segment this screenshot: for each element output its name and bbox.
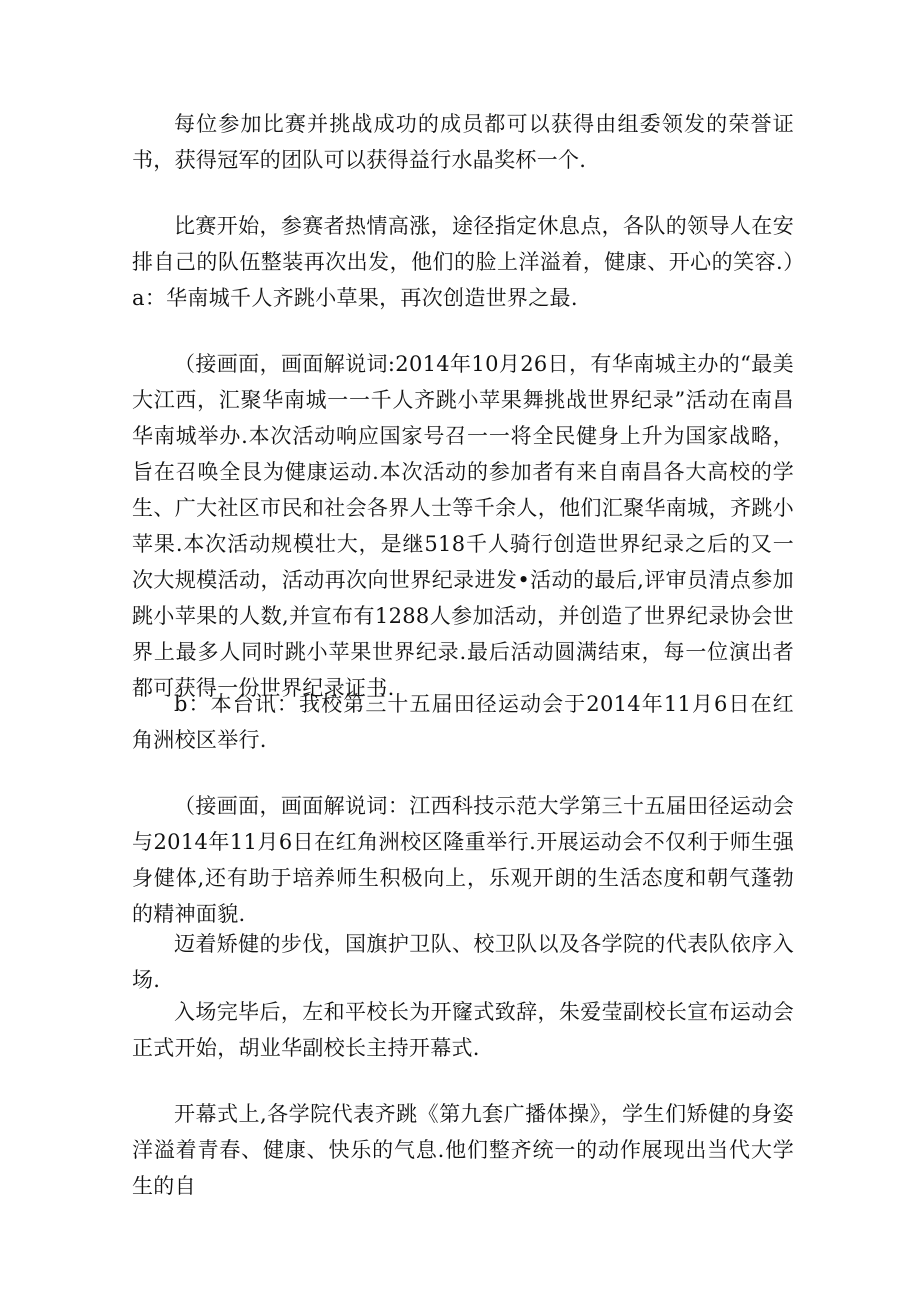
- paragraph-opening-ceremony: 开幕式上,各学院代表齐跳《第九套广播体操》，学生们矫健的身姿洋溢着青春、健康、快乐的气息.他们整齐统一的动作展现出当代大学生的自: [132, 1102, 794, 1198]
- paragraph-honor-certificate: 每位参加比赛并挑战成功的成员都可以获得由组委领发的荣誉证书，获得冠军的团队可以获得益行水晶奖杯一个.: [132, 112, 794, 172]
- paragraph-opening-speech: 入场完毕后，左和平校长为开窿式致辞，朱爱莹副校长宣布运动会正式开始，胡业华副校长主持开幕式.: [132, 1000, 794, 1060]
- paragraph-race-start: 比赛开始，参赛者热情高涨，途径指定休息点，各队的领导人在安排自己的队伍整装再次出发，他们的脸上洋溢着，健康、开心的笑容.）a：华南城千人齐跳小草果，再次创造世界之最.: [132, 214, 794, 310]
- paragraph-entrance-march: 迈着矫健的步伐，国旗护卫队、校卫队以及各学院的代表队依序入场.: [132, 932, 794, 992]
- paragraph-school-news: b：本台讯：我校第三十五届田径运动会于2014年11月6日在红角洲校区举行.: [132, 692, 794, 752]
- paragraph-huanan-city-event: （接画面，画面解说词:2014年10月26日，有华南城主办的“最美大江西，汇聚华南城一一千人齐跳小苹果舞挑战世界纪录”活动在南昌华南城举办.本次活动响应国家号召一一将全民健身上升为国家战略，旨在召唤全艮为健康运动.本次活动的参加者有来自南昌各大高校的学生、广大社区市民和社会各界人士等千余人，他们汇聚华南城，齐跳小苹果.本次活动规模壮大，是继518千人骑行创造世界纪录之后的又一次大规模活动，活动再次向世界纪录进发•活动的最后,评审员清点参加跳小苹果的人数,并宣布有1288人参加活动，并创造了世界纪录协会世界上最多人同时跳小苹果世界纪录.最后活动圆满结束，每一位演出者都可获得一份世界纪录证书.: [132, 352, 794, 700]
- paragraph-sports-meet-commentary: （接画面，画面解说词：江西科技示范大学第三十五届田径运动会与2014年11月6日在红角洲校区隆重举行.开展运动会不仅利于师生强身健体,还有助于培养师生积极向上，乐观开朗的生活态度和朝气蓬勃的精神面貌.: [132, 794, 794, 926]
